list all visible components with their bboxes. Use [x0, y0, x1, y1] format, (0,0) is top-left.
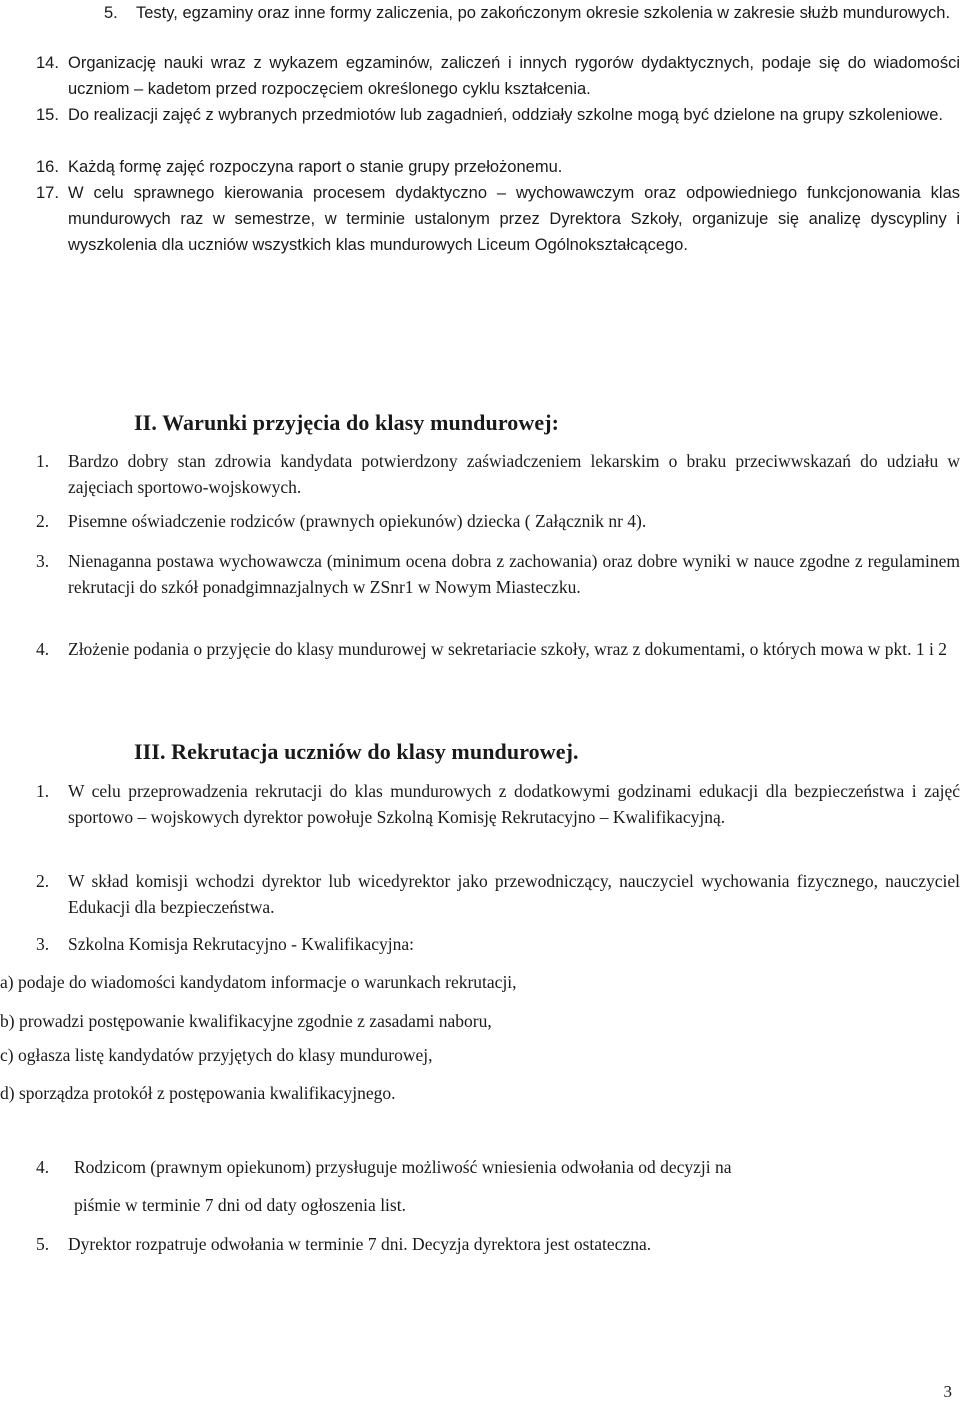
item-number: 15.	[36, 106, 59, 124]
list-item	[36, 869, 960, 920]
item-number: 4.	[36, 639, 50, 659]
item-number: 17.	[36, 184, 59, 202]
item-text: Dyrektor rozpatruje odwołania w terminie 7 dni. Decyzja dyrektora jest ostateczna.	[68, 1234, 652, 1254]
item-number: 3.	[36, 551, 50, 571]
sub-item: b) prowadzi postępowanie kwalifikacyjne zgodnie z zasadami naboru,	[0, 1011, 492, 1031]
list-item	[36, 549, 960, 600]
list-item	[36, 637, 960, 663]
list-item	[36, 180, 960, 258]
item-number: 5.	[36, 1234, 50, 1254]
list-item	[36, 449, 960, 500]
page-number: 3	[943, 1382, 952, 1401]
item-number: 14.	[36, 54, 59, 72]
item-number: 5.	[104, 4, 118, 22]
item-text: Nienaganna postawa wychowawcza (minimum ocena dobra z zachowania) oraz dobre wyniki w nauce zgodne z regulaminem rekrutacji do szkół ponadgimnazjalnych w ZSnr1 w Nowym Miasteczku.	[68, 551, 960, 597]
list-item	[36, 1155, 960, 1218]
list-item	[36, 154, 960, 180]
item-text: Organizację nauki wraz z wykazem egzaminów, zaliczeń i innych rygorów dydaktycznych, podaje się do wiadomości uczniom – kadetom przed rozpoczęciem określonego cyklu kształcenia.	[68, 54, 960, 98]
item-text: W celu sprawnego kierowania procesem dydaktyczno – wychowawczym oraz odpowiedniego funkcjonowania klas mundurowych raz w semestrze, w terminie ustalonym przez Dyrektora Szkoły, organizuje się analizę dyscypliny i wyszkolenia dla uczniów wszystkich klas mundurowych Liceum Ogólnokształcącego.	[68, 184, 960, 254]
item-number: 4.	[36, 1157, 50, 1177]
item-text: Do realizacji zajęć z wybranych przedmiotów lub zagadnień, oddziały szkolne mogą być dzielone na grupy szkoleniowe.	[68, 106, 943, 124]
list-item	[36, 102, 960, 128]
item-text: W celu przeprowadzenia rekrutacji do klas mundurowych z dodatkowymi godzinami edukacji dla bezpieczeństwa i zajęć sportowo – wojskowych dyrektor powołuje Szkolną Komisję Rekrutacyjno – Kwalifikacyjną.	[68, 781, 960, 827]
sub-item: a) podaje do wiadomości kandydatom informacje o warunkach rekrutacji,	[0, 972, 517, 992]
list-item	[104, 0, 960, 26]
item-text: Pisemne oświadczenie rodziców (prawnych opiekunów) dziecka ( Załącznik nr 4).	[68, 511, 647, 531]
item-number: 16.	[36, 158, 59, 176]
item-text: Szkolna Komisja Rekrutacyjno - Kwalifikacyjna:	[68, 934, 415, 954]
item-number: 2.	[36, 871, 50, 891]
section-heading: III. Rekrutacja uczniów do klasy mundurowej.	[134, 739, 579, 764]
item-number: 2.	[36, 511, 50, 531]
item-number: 1.	[36, 781, 50, 801]
item-text: Testy, egzaminy oraz inne formy zaliczenia, po zakończonym okresie szkolenia w zakresie służb mundurowych.	[136, 4, 951, 22]
list-item	[36, 779, 960, 830]
item-text: Każdą formę zajęć rozpoczyna raport o stanie grupy przełożonemu.	[68, 158, 563, 176]
list-item	[36, 1232, 960, 1258]
section-heading: II. Warunki przyjęcia do klasy mundurowej:	[134, 410, 560, 435]
item-text: W skład komisji wchodzi dyrektor lub wicedyrektor jako przewodniczący, nauczyciel wychowania fizycznego, nauczyciel Edukacji dla bezpieczeństwa.	[68, 871, 960, 917]
list-item	[36, 509, 960, 535]
sub-item: c) ogłasza listę kandydatów przyjętych do klasy mundurowej,	[0, 1045, 433, 1065]
item-text	[74, 1155, 960, 1218]
list-item	[36, 50, 960, 102]
item-text-line: Rodzicom (prawnym opiekunom) przysługuje możliwość wniesienia odwołania od decyzji na	[74, 1157, 732, 1177]
list-item	[36, 932, 960, 958]
item-number: 1.	[36, 451, 50, 471]
item-text-line: piśmie w terminie 7 dni od daty ogłoszenia list.	[74, 1194, 406, 1215]
item-text: Bardzo dobry stan zdrowia kandydata potwierdzony zaświadczeniem lekarskim o braku przeciwwskazań do udziału w zajęciach sportowo-wojskowych.	[68, 451, 960, 497]
item-text: Złożenie podania o przyjęcie do klasy mundurowej w sekretariacie szkoły, wraz z dokumentami, o których mowa w pkt. 1 i 2	[68, 639, 947, 659]
item-number: 3.	[36, 934, 50, 954]
sub-item: d) sporządza protokół z postępowania kwalifikacyjnego.	[0, 1083, 396, 1103]
